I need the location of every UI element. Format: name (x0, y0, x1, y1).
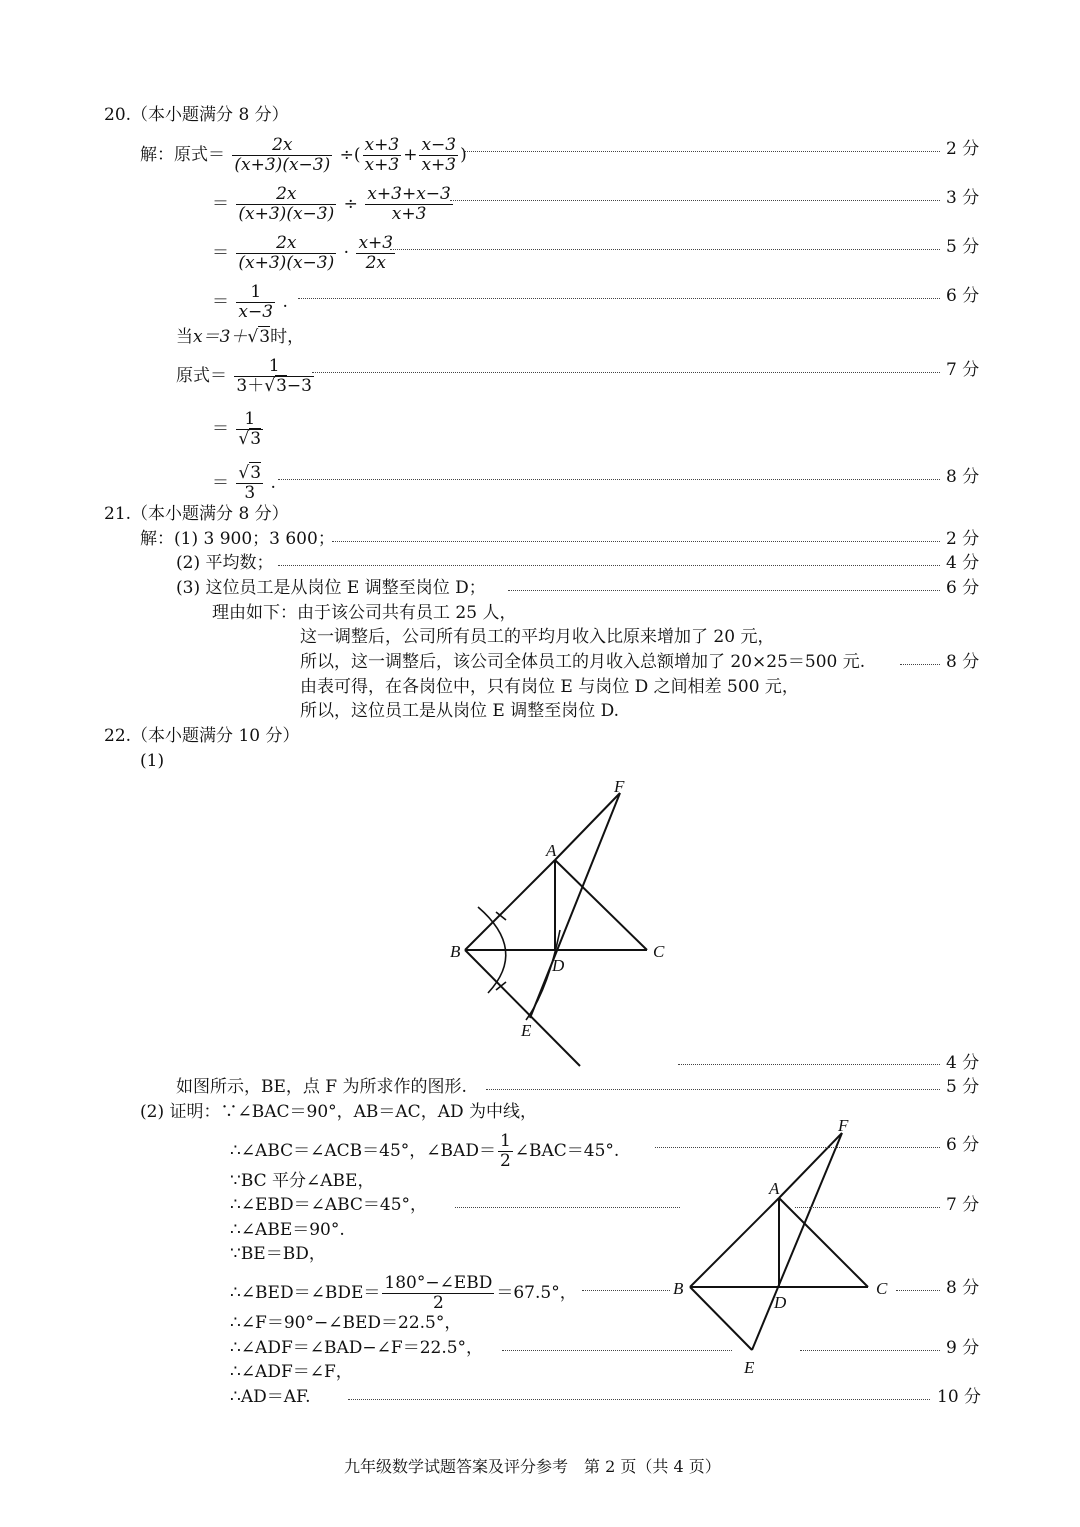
period: . (282, 292, 288, 312)
leader-dots (896, 1290, 940, 1291)
text: ∴∠ABC＝∠ACB＝45°，∠BAD＝ (230, 1141, 496, 1161)
score: 2 分 (946, 139, 980, 159)
point-e-label-2: E (744, 1358, 755, 1377)
segment-ef-2 (752, 1133, 842, 1350)
text: 时， (270, 327, 305, 347)
q22-proof-line11: ∴AD＝AF. (230, 1387, 311, 1407)
q20-substitution: 当x＝3＋√3时， (176, 327, 305, 347)
q22-proof-line2 (230, 1132, 619, 1171)
point-a-label-2: A (769, 1179, 780, 1198)
label: 原式 (176, 366, 210, 386)
q21-part1: 解：(1) 3 900；3 600； (140, 529, 335, 549)
paren: ( (353, 145, 361, 165)
score: 8 分 (946, 652, 980, 672)
operator: ÷ (339, 145, 354, 165)
segment-ef (530, 793, 620, 1018)
score: 5 分 (946, 1077, 980, 1097)
q21-reason-line5: 所以，这位员工是从岗位 E 调整至岗位 D. (300, 701, 620, 721)
text: ＝67.5°， (496, 1283, 577, 1303)
q22-figure-caption: 如图所示，BE，点 F 为所求作的图形. (176, 1077, 467, 1097)
q21-part2: (2) 平均数； (176, 553, 274, 573)
q22-proof-line1: (2) 证明：∵∠BAC＝90°，AB＝AC，AD 为中线， (140, 1102, 538, 1122)
equals-sign: ＝ (212, 194, 229, 214)
score: 9 分 (946, 1338, 980, 1358)
score: 8 分 (946, 467, 980, 487)
q20-heading: 20.（本小题满分 8 分） (104, 105, 289, 125)
text: x＝3＋ (193, 327, 248, 347)
q22-proof-line4: ∴∠EBD＝∠ABC＝45°， (230, 1195, 428, 1215)
point-d-label-2: D (774, 1293, 787, 1312)
equals-sign: ＝ (212, 243, 229, 263)
q21-reason-line4: 由表可得，在各岗位中，只有岗位 E 与岗位 D 之间相差 500 元， (300, 677, 799, 697)
point-f-label: F (614, 777, 625, 796)
fraction: $\frac{x+3}{x+3}$ (364, 135, 400, 175)
segment-ba (465, 860, 555, 950)
fraction: $\frac{1}{2}$ (499, 1131, 511, 1171)
score: 3 分 (946, 188, 980, 208)
fraction: $\frac{2x}{(x+3)(x-3)}$ (238, 233, 335, 273)
operator: · (343, 243, 350, 263)
point-a-label: A (546, 841, 557, 860)
equals-sign: ＝ (212, 473, 229, 493)
q22-proof-line7 (230, 1274, 577, 1313)
q22-proof-line8: ∴∠F＝90°−∠BED＝22.5°， (230, 1313, 462, 1333)
leader-dots (348, 1399, 930, 1400)
segment-ac (555, 860, 647, 950)
fraction: $\frac{x-3}{x+3}$ (421, 135, 457, 175)
leader-dots (502, 1350, 732, 1351)
q22-proof-line5: ∴∠ABE＝90°. (230, 1220, 345, 1240)
fraction: $\frac{2x}{(x+3)(x-3)}$ (238, 184, 335, 224)
point-c-label: C (653, 942, 665, 961)
score: 4 分 (946, 553, 980, 573)
q22-proof-line9: ∴∠ADF＝∠BAD−∠F＝22.5°， (230, 1338, 484, 1358)
point-f-label-2: F (838, 1116, 849, 1135)
text: ∠BAC＝45°. (514, 1141, 620, 1161)
point-c-label-2: C (876, 1279, 888, 1298)
score: 8 分 (946, 1278, 980, 1298)
score: 7 分 (946, 1195, 980, 1215)
paren: ) (460, 145, 467, 165)
segment-ac-2 (779, 1198, 868, 1287)
score: 4 分 (946, 1053, 980, 1073)
score: 7 分 (946, 360, 980, 380)
sqrt-radicand: 3 (259, 327, 271, 347)
q21-reason-line2: 这一调整后，公司所有员工的平均月收入比原来增加了 20 元， (300, 627, 775, 647)
point-b-label-2: B (673, 1279, 684, 1298)
fraction: $\frac{x+3}{2x}$ (358, 233, 394, 273)
q21-part3: (3) 这位员工是从岗位 E 调整至岗位 D； (176, 578, 486, 598)
equals-sign: ＝ (212, 292, 229, 312)
leader-dots (582, 1290, 670, 1291)
point-e-label: E (521, 1021, 532, 1040)
fraction: $\frac{1}{√3}$ (238, 409, 262, 449)
score: 6 分 (946, 286, 980, 306)
page-footer: 九年级数学试题答案及评分参考 第 2 页（共 4 页） (344, 1457, 721, 1476)
leader-dots (795, 1207, 940, 1208)
leader-dots (486, 1089, 940, 1090)
leader-dots (455, 1207, 680, 1208)
text: ∴∠BED＝∠BDE＝ (230, 1283, 381, 1303)
score: 6 分 (946, 578, 980, 598)
score: 2 分 (946, 529, 980, 549)
q21-reason: 理由如下：由于该公司共有员工 25 人， (212, 603, 517, 623)
score: 5 分 (946, 237, 980, 257)
text: 当 (176, 327, 193, 347)
q22-heading: 22.（本小题满分 10 分） (104, 726, 300, 746)
operator: + (403, 145, 418, 165)
fraction: $\frac{√3}{3}$ (238, 463, 262, 503)
period: . (270, 473, 276, 493)
equals-sign: ＝ (208, 145, 225, 165)
fraction: $\frac{1}{3+√3-3}$ (236, 356, 312, 396)
segment-be-2 (690, 1287, 752, 1350)
equals-sign: ＝ (210, 366, 227, 386)
fraction: $\frac{\text{180°−∠EBD}}{2}$ (384, 1273, 493, 1313)
q21-reason-line3: 所以，这一调整后，该公司全体员工的月收入总额增加了 20×25＝500 元. (300, 652, 866, 672)
segment-af-2 (779, 1133, 842, 1198)
fraction: $\frac{x+3+x-3}{x+3}$ (367, 184, 451, 224)
q21-heading: 21.（本小题满分 8 分） (104, 504, 289, 524)
fraction: $\frac{1}{x-3}$ (238, 282, 274, 322)
segment-af (555, 793, 620, 860)
score: 10 分 (937, 1387, 982, 1407)
q22-proof-line6: ∵BE＝BD， (230, 1244, 326, 1264)
point-d-label: D (552, 956, 565, 975)
q22-proof-line3: ∵BC 平分∠ABE， (230, 1171, 375, 1191)
leader-dots (678, 1064, 940, 1065)
segment-ba-2 (690, 1198, 779, 1287)
equals-sign: ＝ (212, 419, 229, 439)
q22-proof-line10: ∴∠ADF＝∠F， (230, 1362, 353, 1382)
point-b-label: B (450, 942, 461, 961)
q22-part1-label: (1) (140, 751, 165, 771)
leader-dots (655, 1147, 940, 1148)
score: 6 分 (946, 1135, 980, 1155)
q20-intro: 解：原式 (140, 145, 208, 165)
leader-dots (800, 1350, 940, 1351)
fraction: $\frac{2x}{(x+3)(x-3)}$ (234, 135, 331, 175)
operator: ÷ (343, 194, 358, 214)
